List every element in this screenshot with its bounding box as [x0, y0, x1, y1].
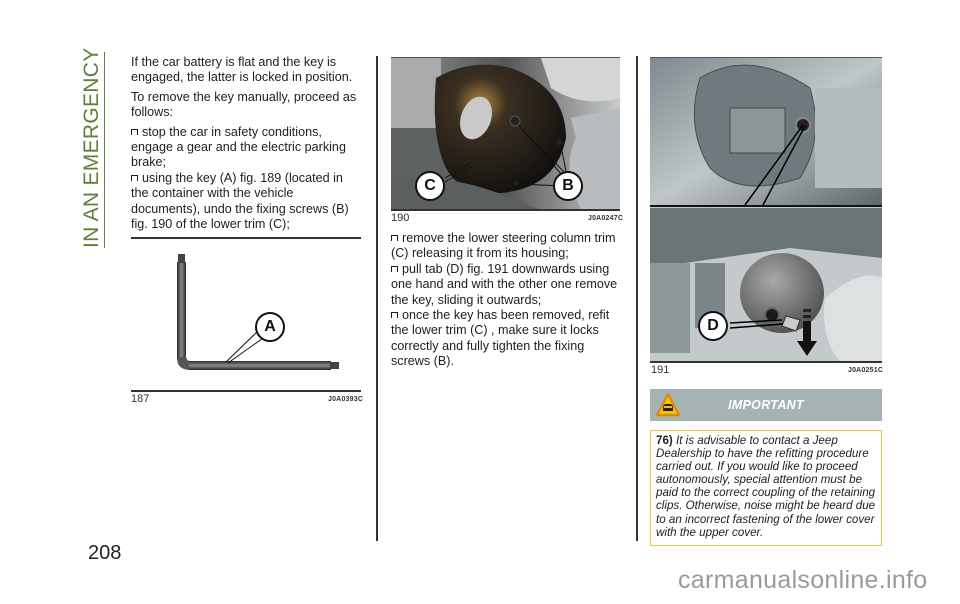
watermark: carmanualsonline.info: [678, 566, 928, 594]
bullet-item: using the key (A) fig. 189 (located in the container with the vehicle documents), undo the fixing screws (B) fig. 190 of the lower trim (C);: [131, 170, 349, 232]
column-divider: [376, 56, 378, 541]
section-title: IN AN EMERGENCY: [80, 47, 103, 248]
bullet-square-icon: [131, 129, 138, 135]
bullet-item: remove the lower steering column trim (C) releasing it from its housing;: [391, 231, 616, 261]
figure-191-image: [650, 57, 882, 362]
figure-bottom-rule: [131, 390, 361, 392]
column-divider: [636, 56, 638, 541]
page-number: 208: [88, 542, 122, 564]
figure-number: 191: [651, 364, 670, 376]
figure-code: J0A0247C: [588, 215, 624, 222]
callout-a: A: [255, 312, 285, 342]
bullet-item: pull tab (D) fig. 191 downwards using one hand and with the other one remove the key, sliding it outwards;: [391, 261, 618, 307]
bullet-item: once the key has been removed, refit the lower trim (C) , make sure it locks correctly and fully tighten the fixing screws (B).: [391, 308, 610, 369]
figure-187-image: [131, 240, 361, 390]
allen-key-illustration: [131, 240, 361, 390]
steering-lock-illustration: [650, 58, 882, 362]
bullet-square-icon: [391, 235, 398, 241]
column-2-text: [391, 231, 623, 370]
figure-bottom-rule: [391, 209, 620, 211]
column-1-text: [131, 55, 363, 232]
callout-c: C: [415, 171, 445, 201]
important-note: [650, 430, 882, 546]
bullet-square-icon: [391, 312, 398, 318]
figure-bottom-rule: [650, 361, 882, 363]
bullet-square-icon: [131, 175, 138, 181]
figure-top-rule: [131, 237, 361, 239]
bullet-item: stop the car in safety conditions, engage a gear and the electric parking brake;: [131, 124, 346, 170]
callout-b: B: [553, 171, 583, 201]
intro-paragraph-2: To remove the key manually, proceed as follows:: [131, 89, 357, 120]
figure-190-image: [391, 57, 620, 210]
important-title: IMPORTANT: [728, 398, 804, 412]
section-tab: [80, 47, 105, 248]
important-header: [650, 389, 882, 421]
intro-paragraph-1: If the car battery is flat and the key is engaged, the latter is locked in position.: [131, 55, 353, 85]
note-number: 76): [656, 434, 673, 447]
note-text: It is advisable to contact a Jeep Dealership to have the refitting procedure carried out. If you would like to proceed autonomously, special attention must be paid to the correct coupling of the retaining clips. Otherwise, noise might be heard due to an incorrect fastening of the lower cover with the upper cover.: [656, 434, 876, 539]
bullet-square-icon: [391, 266, 398, 272]
figure-number: 190: [391, 212, 410, 224]
callout-d: D: [698, 311, 728, 341]
figure-code: J0A0393C: [328, 396, 364, 403]
figure-code: J0A0251C: [848, 367, 884, 374]
figure-number: 187: [131, 393, 150, 405]
